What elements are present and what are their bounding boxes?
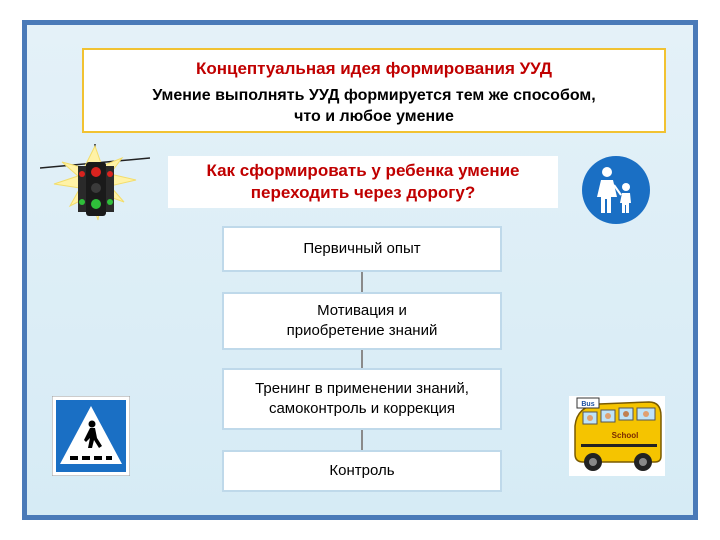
question-line-1: Как сформировать у ребенка умение: [206, 161, 520, 180]
pedestrian-sign-icon: [581, 155, 651, 225]
slide-subtitle: [84, 85, 664, 127]
step-2-line-2: приобретение знаний: [286, 322, 438, 339]
step-motivation: [222, 292, 502, 350]
bus-sign-label: Bus: [581, 401, 595, 408]
school-bus-icon: [569, 396, 665, 476]
question-box: [168, 156, 558, 208]
step-3-line-2: самоконтроль и коррекция: [268, 400, 456, 417]
step-2-line-1: Мотивация и: [317, 302, 407, 319]
step-1-line-1: Первичный опыт: [303, 240, 421, 257]
step-3-line-1: Тренинг в применении знаний,: [255, 380, 469, 397]
connector-2: [361, 350, 363, 368]
question-line-2: переходить через дорогу?: [250, 183, 476, 202]
connector-1: [361, 272, 363, 292]
crosswalk-sign-icon: [52, 396, 130, 476]
connector-3: [361, 430, 363, 450]
title-box: [82, 48, 666, 133]
subtitle-line-2: что и любое умение: [294, 108, 454, 125]
bus-side-label: School: [611, 431, 639, 440]
subtitle-line-1: Умение выполнять УУД формируется тем же способом,: [152, 87, 596, 104]
step-4-line-1: Контроль: [329, 462, 395, 479]
slide-title: Концептуальная идея формирования УУД: [195, 59, 553, 78]
step-primary-experience: [222, 226, 502, 272]
step-control: [222, 450, 502, 492]
step-training: [222, 368, 502, 430]
traffic-light-icon: [40, 140, 150, 232]
